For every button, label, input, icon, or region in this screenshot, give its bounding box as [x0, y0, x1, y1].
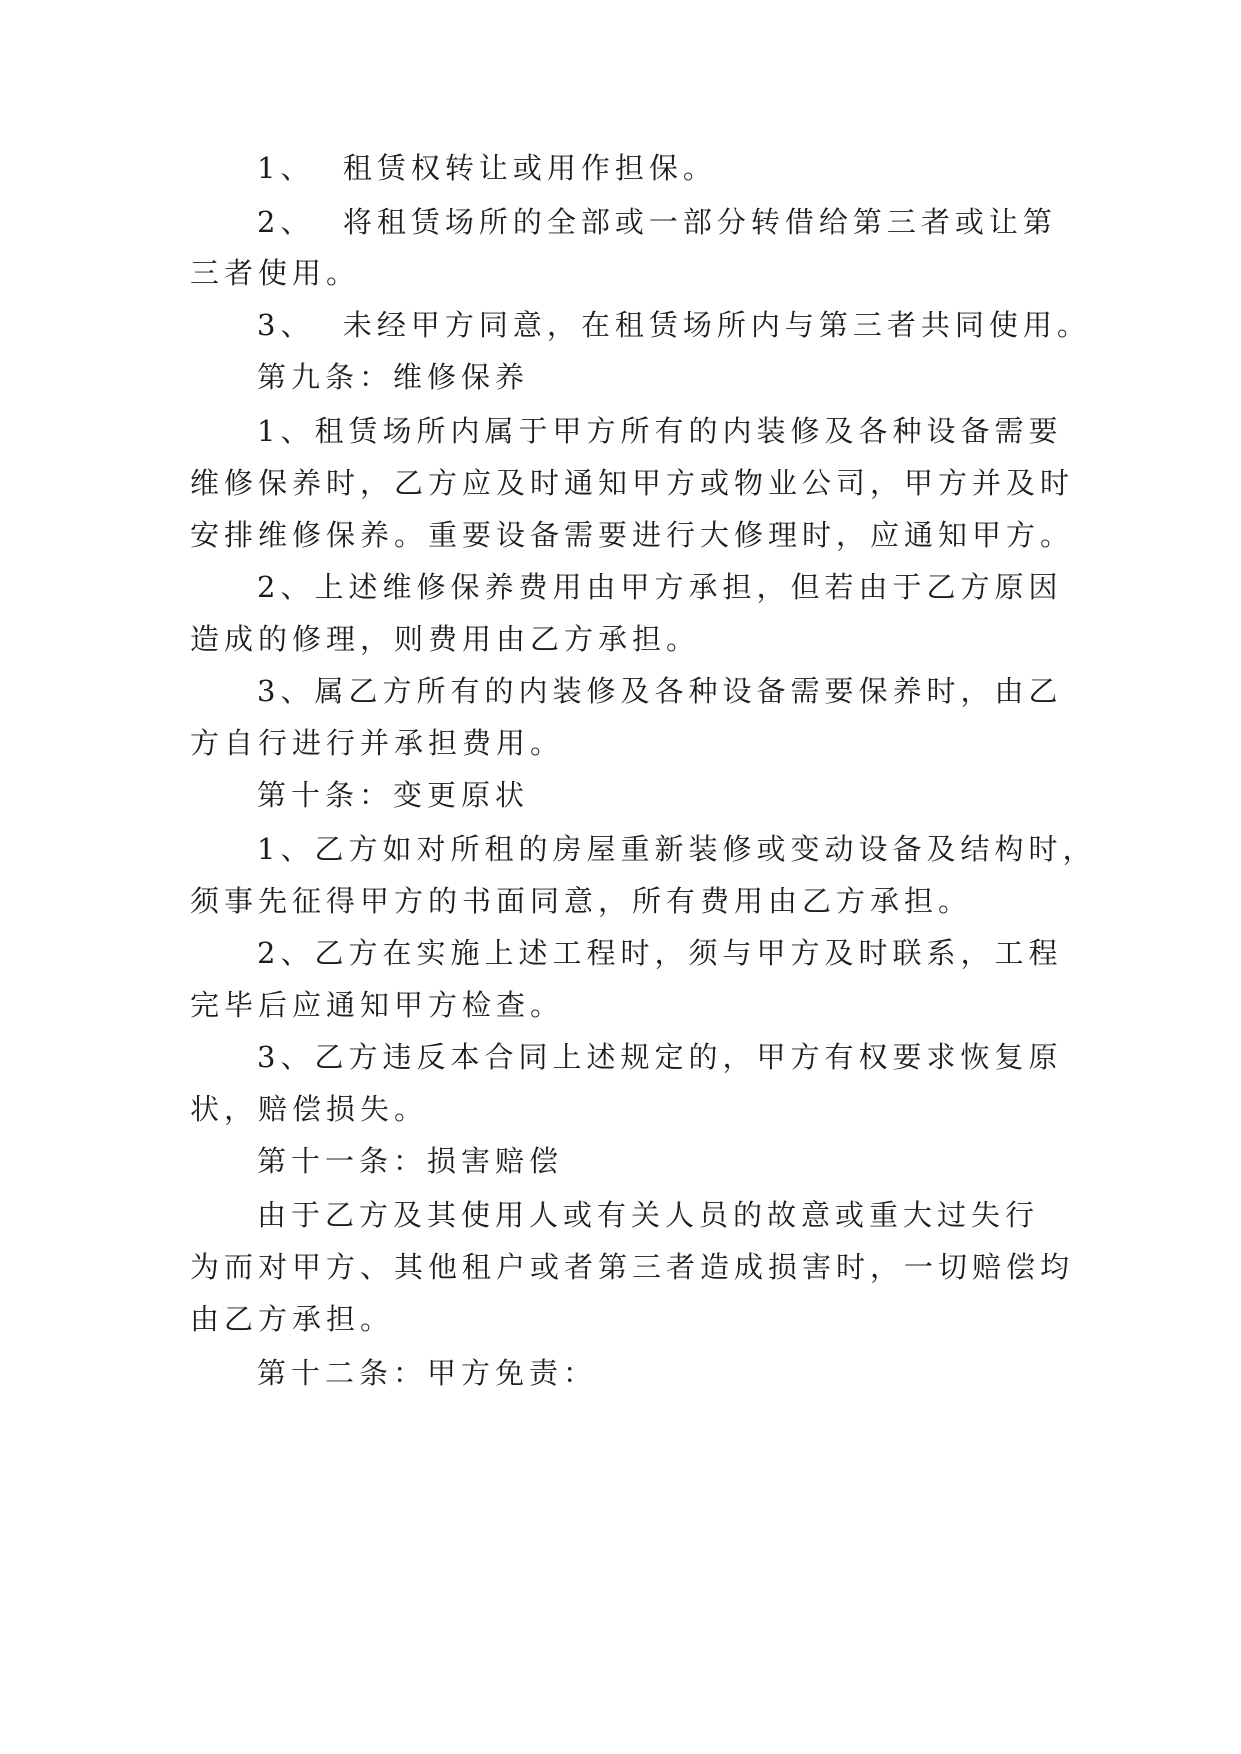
- clause-9-item-3-cont: 方自行进行并承担费用。: [190, 726, 565, 760]
- clause-9-item-1: 1、租赁场所内属于甲方所有的内装修及各种设备需要: [257, 414, 1063, 448]
- clause-8-item-3: 3、 未经甲方同意，在租赁场所内与第三者共同使用。: [257, 308, 1091, 342]
- clause-9-item-1-cont-2: 安排维修保养。重要设备需要进行大修理时，应通知甲方。: [190, 518, 1075, 552]
- clause-10-item-1: 1、乙方如对所租的房屋重新装修或变动设备及结构时，: [257, 832, 1097, 866]
- clause-8-item-2: 2、 将租赁场所的全部或一部分转借给第三者或让第: [257, 205, 1057, 239]
- clause-11-body-cont-2: 由乙方承担。: [190, 1302, 395, 1336]
- clause-10-item-2: 2、乙方在实施上述工程时，须与甲方及时联系，工程: [257, 936, 1063, 970]
- clause-9-item-2-cont: 造成的修理，则费用由乙方承担。: [190, 622, 701, 656]
- clause-10-item-3-cont: 状，赔偿损失。: [190, 1092, 429, 1126]
- clause-8-item-2-cont: 三者使用。: [190, 256, 361, 290]
- clause-10-item-3: 3、乙方违反本合同上述规定的，甲方有权要求恢复原: [257, 1040, 1063, 1074]
- clause-9-item-3: 3、属乙方所有的内装修及各种设备需要保养时，由乙: [257, 674, 1063, 708]
- clause-10-item-1-cont: 须事先征得甲方的书面同意，所有费用由乙方承担。: [190, 884, 973, 918]
- clause-9-heading: 第九条：维修保养: [257, 360, 530, 394]
- clause-11-heading: 第十一条：损害赔偿: [257, 1144, 564, 1178]
- clause-9-item-2: 2、上述维修保养费用由甲方承担，但若由于乙方原因: [257, 570, 1063, 604]
- clause-8-item-1: 1、 租赁权转让或用作担保。: [257, 151, 717, 185]
- clause-12-heading: 第十二条：甲方免责：: [257, 1356, 598, 1390]
- clause-9-item-1-cont-1: 维修保养时，乙方应及时通知甲方或物业公司，甲方并及时: [190, 466, 1075, 500]
- clause-10-heading: 第十条：变更原状: [257, 778, 530, 812]
- clause-10-item-2-cont: 完毕后应通知甲方检查。: [190, 988, 565, 1022]
- clause-11-body: 由于乙方及其使用人或有关人员的故意或重大过失行: [257, 1198, 1040, 1232]
- clause-11-body-cont-1: 为而对甲方、其他租户或者第三者造成损害时，一切赔偿均: [190, 1250, 1075, 1284]
